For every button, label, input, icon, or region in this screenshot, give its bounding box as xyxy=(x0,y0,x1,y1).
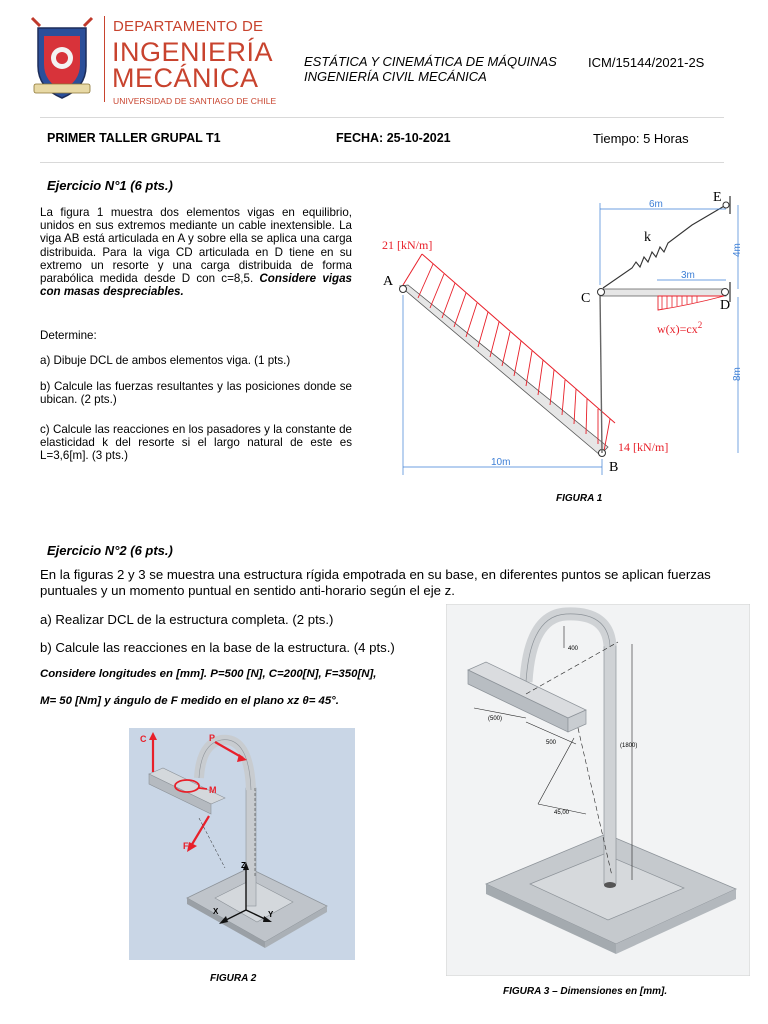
fig1-label-a: A xyxy=(383,274,394,289)
fig1-dim-4m: 4m xyxy=(732,243,743,257)
divider-bottom xyxy=(40,162,724,163)
fig2-label-c: C xyxy=(140,734,147,744)
fig3-dim-45: 45,00 xyxy=(554,810,570,816)
header-divider xyxy=(104,16,105,102)
fig3-caption: FIGURA 3 – Dimensiones en [mm]. xyxy=(503,986,668,997)
figure-1 xyxy=(370,185,750,480)
divider-top xyxy=(40,117,724,118)
course-title: ESTÁTICA Y CINEMÁTICA DE MÁQUINAS xyxy=(304,54,557,69)
test-title: PRIMER TALLER GRUPAL T1 xyxy=(47,131,221,145)
dept-line1: DEPARTAMENTO DE xyxy=(113,18,264,35)
fig1-label-k: k xyxy=(644,230,651,245)
ex2-note-2: M= 50 [Nm] y ángulo de F medido en el plano xz θ= 45°. xyxy=(40,695,339,707)
ex1-determine: Determine: xyxy=(40,329,97,342)
fig2-label-p: P xyxy=(209,733,216,743)
fig1-dim-3m: 3m xyxy=(681,270,695,281)
fig1-label-c: C xyxy=(581,291,591,306)
career-name: INGENIERÍA CIVIL MECÁNICA xyxy=(304,69,487,84)
fig1-dim-8m: 8m xyxy=(732,367,743,381)
fig2-axis-z: Z xyxy=(241,861,246,870)
ex2-note-1: Considere longitudes en [mm]. P=500 [N], C=200[N], F=350[N], xyxy=(40,668,377,680)
course-code: ICM/15144/2021-2S xyxy=(588,55,705,70)
ex1-emphasis: Considere vigas con masas despreciables. xyxy=(40,272,352,299)
ex1-intro: La figura 1 muestra dos elementos vigas en equilibrio, unidos en sus extremos mediante un cable inextensible. La viga AB está articulada en A y sobre ella se aplica una carga distribuida. Para la viga CD articulada en D tiene en su extremo un resorte y una carga distribuida de forma parabólica medida desde D con c=8,5. xyxy=(40,206,352,286)
figure-2 xyxy=(129,728,355,960)
ex1-question-c: c) Calcule las reacciones en los pasadores y la constante de elasticidad k del resorte si el largo natural de este es L=3,6[m]. (3 pts.) xyxy=(40,423,352,463)
fig1-label-d: D xyxy=(720,298,731,313)
test-time: Tiempo: 5 Horas xyxy=(593,131,689,146)
fig1-wx: $w(x)=cx^2$ xyxy=(657,320,703,336)
ex2-question-b: b) Calcule las reacciones en la base de la estructura. (4 pts.) xyxy=(40,640,395,655)
fig2-caption: FIGURA 2 xyxy=(210,973,257,984)
fig3-dim-500-a: (500) xyxy=(488,716,503,722)
fig2-axis-x: X xyxy=(213,907,219,916)
fig3-dim-1800: (1800) xyxy=(620,743,638,749)
dept-line3: MECÁNICA xyxy=(112,63,259,93)
fig2-label-f: F xyxy=(183,841,189,851)
university-name: UNIVERSIDAD DE SANTIAGO DE CHILE xyxy=(113,96,277,106)
fig3-dim-500-b: 500 xyxy=(546,740,557,746)
ex1-question-a: a) Dibuje DCL de ambos elementos viga. (1 pts.) xyxy=(40,354,291,367)
dept-line2: INGENIERÍA xyxy=(112,37,274,67)
fig1-label-e: E xyxy=(713,190,722,205)
fig3-dim-400: 400 xyxy=(568,646,579,652)
test-date: FECHA: 25-10-2021 xyxy=(336,131,451,145)
ex1-question-b: b) Calcule las fuerzas resultantes y las posiciones donde se ubican. (2 pts.) xyxy=(40,380,352,407)
ex2-intro: En la figuras 2 y 3 se muestra una estructura rígida empotrada en su base, en diferentes puntos se aplican fuerzas puntuales y un momento puntual en sentido anti-horario según el eje z. xyxy=(40,567,711,598)
fig1-dim-6m: 6m xyxy=(649,199,663,210)
fig1-caption: FIGURA 1 xyxy=(556,493,603,504)
fig2-axis-y: Y xyxy=(268,910,274,919)
fig1-load-b: 14 [kN/m] xyxy=(618,440,669,454)
university-logo xyxy=(26,14,98,104)
figure-3 xyxy=(446,604,750,976)
ex2-title: Ejercicio N°2 (6 pts.) xyxy=(47,543,173,558)
ex1-title: Ejercicio N°1 (6 pts.) xyxy=(47,178,173,193)
fig1-dim-10m: 10m xyxy=(491,457,511,468)
fig1-load-a: 21 [kN/m] xyxy=(382,238,433,252)
ex1-text xyxy=(40,206,352,298)
ex2-question-a: a) Realizar DCL de la estructura completa. (2 pts.) xyxy=(40,612,334,627)
fig2-label-m: M xyxy=(209,785,217,795)
fig1-label-b: B xyxy=(609,460,619,475)
